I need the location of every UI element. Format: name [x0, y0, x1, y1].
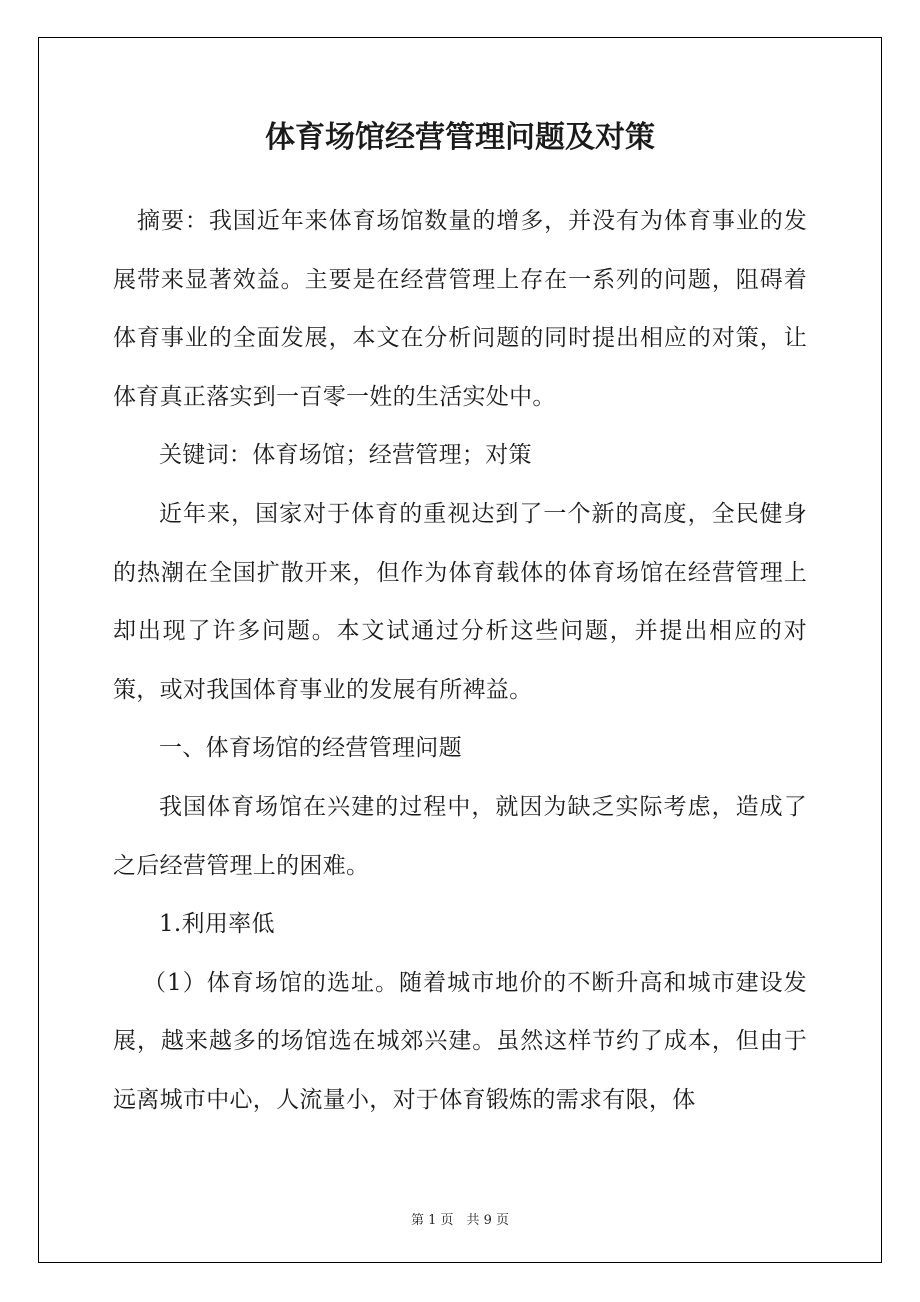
document-body — [113, 192, 807, 1130]
keywords-paragraph: 关键词：体育场馆；经营管理；对策 — [159, 442, 532, 469]
page-footer: 第 1 页 共 9 页 — [410, 1213, 510, 1228]
body-paragraph: 我国体育场馆在兴建的过程中，就因为缺乏实际考虑，造成了之后经营管理上的困难。 — [113, 793, 807, 879]
intro-paragraph: 近年来，国家对于体育的重视达到了一个新的高度，全民健身的热潮在全国扩散开来，但作为体育载体的体育场馆在经营管理上却出现了许多问题。本文试通过分析这些问题，并提出相应的对策，或对我国体育事业的发展有所裨益。 — [113, 500, 807, 703]
body-paragraph: （1）体育场馆的选址。随着城市地价的不断升高和城市建设发展，越来越多的场馆选在城郊兴建。虽然这样节约了成本，但由于远离城市中心，人流量小，对于体育锻炼的需求有限，体 — [113, 969, 807, 1113]
document-title: 体育场馆经营管理问题及对策 — [265, 120, 655, 155]
section-heading: 一、体育场馆的经营管理问题 — [159, 735, 462, 762]
abstract-paragraph: 摘要：我国近年来体育场馆数量的增多，并没有为体育事业的发展带来显著效益。主要是在经营管理上存在一系列的问题，阻碍着体育事业的全面发展，本文在分析问题的同时提出相应的对策，让体育真正落实到一百零一姓的生活实处中。 — [113, 208, 807, 410]
subsection-heading: 1.利用率低 — [159, 911, 275, 938]
